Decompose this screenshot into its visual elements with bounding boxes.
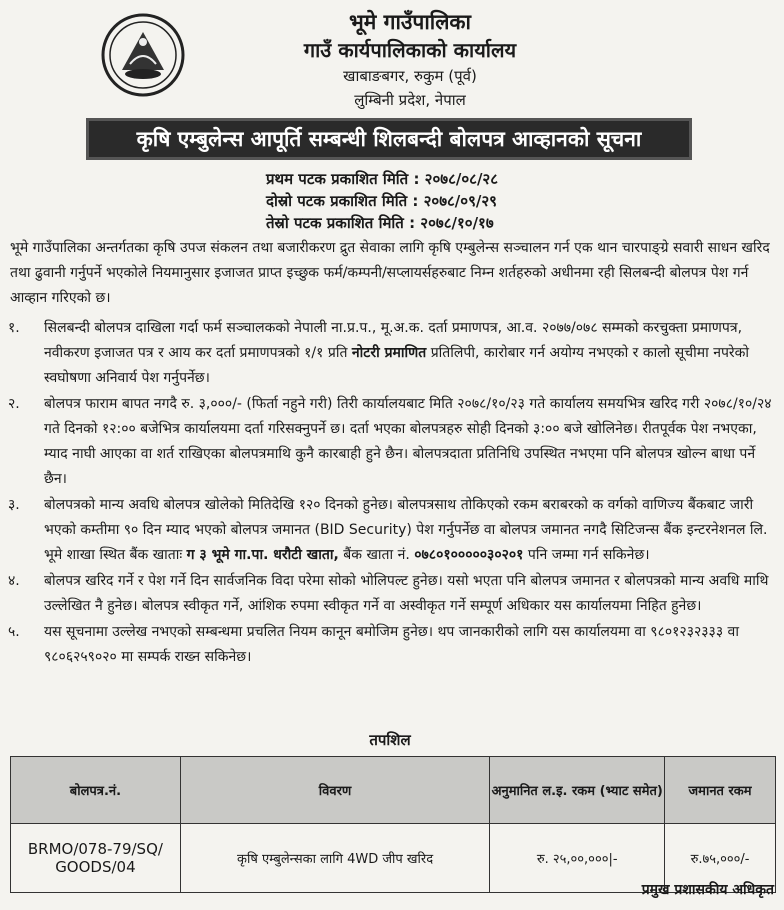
condition-text-part: बोलपत्रको मान्य अवधि बोलपत्र खोलेको मितिदेखि १२० दिनको हुनेछ। बोलपत्रसाथ तोकिएको रकम बराबरको क वर्गको वाणिज्य बैंकबाट जारी भएको कम्तीमा ९० दिन म्याद भएको बोलपत्र जमानत (BID Security) पेश गर्नुपर्नेछ वा बोलपत्र जमानत नगदै सिटिजन्स बैंक इन्टरनेशनल लि. भूमे शाखा स्थित बैंक खाताः [44, 497, 768, 563]
office-address: खाबाङबगर, रुकुम (पूर्व) [343, 67, 477, 85]
condition-text-part: बैंक खाता नं. [338, 547, 415, 563]
col-header-bid-number: बोलपत्र.नं. [11, 757, 181, 824]
col-header-estimated-cost: अनुमानित ल.इ. रकम (भ्याट समेत) [490, 757, 665, 824]
conditions-list [8, 316, 778, 671]
condition-item [8, 620, 778, 670]
condition-item [8, 569, 778, 619]
condition-item [8, 392, 778, 492]
nepal-emblem-icon [100, 12, 186, 98]
col-header-security-amount: जमानत रकम [665, 757, 776, 824]
col-header-description: विवरण [180, 757, 489, 824]
table-header-row [11, 757, 776, 824]
condition-text [44, 316, 778, 391]
publication-dates [266, 168, 596, 234]
notice-title: कृषि एम्बुलेन्स आपूर्ति सम्बन्धी शिलबन्दी बोलपत्र आव्हानको सूचना [86, 118, 692, 160]
schedule-heading: तपशिल [369, 731, 411, 749]
bank-account-name: ग ३ भूमे गा.पा. धरौटी खाता, [186, 547, 339, 563]
condition-text: बोलपत्र फाराम बापत नगदै रु. ३,०००/- (फिर्ता नहुने गरी) तिरी कार्यालयबाट मिति २०७८/१०/२३ गते कार्यालय समयभित्र खरिद गरी २०७८/१०/२४ गते दिनको १२:०० बजेभित्र कार्यालयमा दर्ता गरिसक्नुपर्ने छ। दर्ता भएका बोलपत्रहरु सोही दिनको ३:०० बजे खोलिनेछ। रीतपूर्वक पेश नभएका, म्याद नाघी आएका वा शर्त राखिएका बोलपत्रमाथि कुनै कारबाही हुने छैन। बोलपत्रदाता प्रतिनिधि उपस्थित नभएमा पनि बोलपत्र खोल्न बाधा पर्ने छैन। [44, 396, 772, 487]
security-amount-cell: रु.७५,०००/- [665, 824, 776, 893]
publication-date-3: तेस्रो पटक प्रकाशित मिति : २०७८/१०/१७ [266, 214, 494, 232]
office-name: गाउँ कार्यपालिकाको कार्यालय [303, 38, 517, 62]
condition-item [8, 493, 778, 568]
condition-text-part: सिलबन्दी बोलपत्र दाखिला गर्दा फर्म सञ्चालकको नेपाली ना.प्र.प., मू.अ.क. दर्ता प्रमाणपत्र, आ.व. २०७७/०७८ सम्मको करचुक्ता प्रमाणपत्र, नवीकरण इजाजत पत्र र आय कर दर्ता प्रमाणपत्रको १/१ प्रति [44, 320, 743, 361]
bid-table [10, 756, 776, 893]
condition-number: ४. [8, 573, 20, 589]
estimated-cost-cell: रु. २५,००,०००|- [490, 824, 665, 893]
signature-title: प्रमुख प्रशासकीय अधिकृत [641, 882, 774, 898]
condition-text: यस सूचनामा उल्लेख नभएको सम्बन्धमा प्रचलित नियम कानून बमोजिम हुनेछ। थप जानकारीको लागि यस कार्यालयमा वा ९८०१२३२३३३ वा ९८०६२५९०२० मा सम्पर्क राख्न सकिनेछ। [44, 624, 739, 665]
intro-paragraph: भूमे गाउँपालिका अन्तर्गतका कृषि उपज संकलन तथा बजारीकरण द्रुत सेवाका लागि कृषि एम्बुलेन्स सञ्चालन गर्न एक थान चारपाङ्ग्रे सवारी साधन खरिद तथा ढुवानी गर्नुपर्ने भएकोले नियमानुसार इजाजत प्राप्त इच्छुक फर्म/कम्पनी/सप्लायर्सहरुबाट निम्न शर्तहरुको अधीनमा रही सिलबन्दी बोलपत्र पेश गर्न आव्हान गरिएको छ। [10, 240, 770, 306]
office-header [0, 4, 784, 116]
publication-date-1: प्रथम पटक प्रकाशित मिति : २०७८/०८/२८ [266, 170, 499, 188]
condition-number: २. [8, 396, 20, 412]
province-name: लुम्बिनी प्रदेश, नेपाल [354, 91, 466, 109]
description-cell: कृषि एम्बुलेन्सका लागि 4WD जीप खरिद [180, 824, 489, 893]
condition-bold-text: नोटरी प्रमाणित [351, 345, 427, 361]
condition-number: ५. [8, 624, 20, 640]
condition-item [8, 316, 778, 391]
condition-number: ३. [8, 497, 20, 513]
condition-text-part: पनि जम्मा गर्न सकिनेछ। [523, 547, 650, 563]
bank-account-number: ०७८०१०००००३०२०१ [414, 547, 524, 563]
publication-date-2: दोस्रो पटक प्रकाशित मिति : २०७८/०९/२९ [266, 192, 497, 210]
condition-text: बोलपत्र खरिद गर्ने र पेश गर्ने दिन सार्वजनिक विदा परेमा सोको भोलिपल्ट हुनेछ। यसो भएता पनि बोलपत्र जमानत र बोलपत्रको मान्य अवधि माथि उल्लेखित नै हुनेछ। बोलपत्र स्वीकृत गर्ने, आंशिक रुपमा स्वीकृत गर्ने वा अस्वीकृत गर्ने सम्पूर्ण अधिकार यस कार्यालयमा निहित हुनेछ। [44, 573, 769, 614]
bid-number-cell: BRMO/078-79/SQ/ GOODS/04 [11, 824, 181, 893]
municipality-name: भूमे गाउँपालिका [348, 10, 471, 34]
condition-number: १. [8, 320, 20, 336]
condition-text [44, 493, 778, 568]
condition-text-part: प्रतिलिपी, कारोबार गर्न अयोग्य नभएको र कालो सूचीमा नपरेको स्वघोषणा अनिवार्य पेश गर्नुपर्नेछ। [44, 345, 750, 386]
